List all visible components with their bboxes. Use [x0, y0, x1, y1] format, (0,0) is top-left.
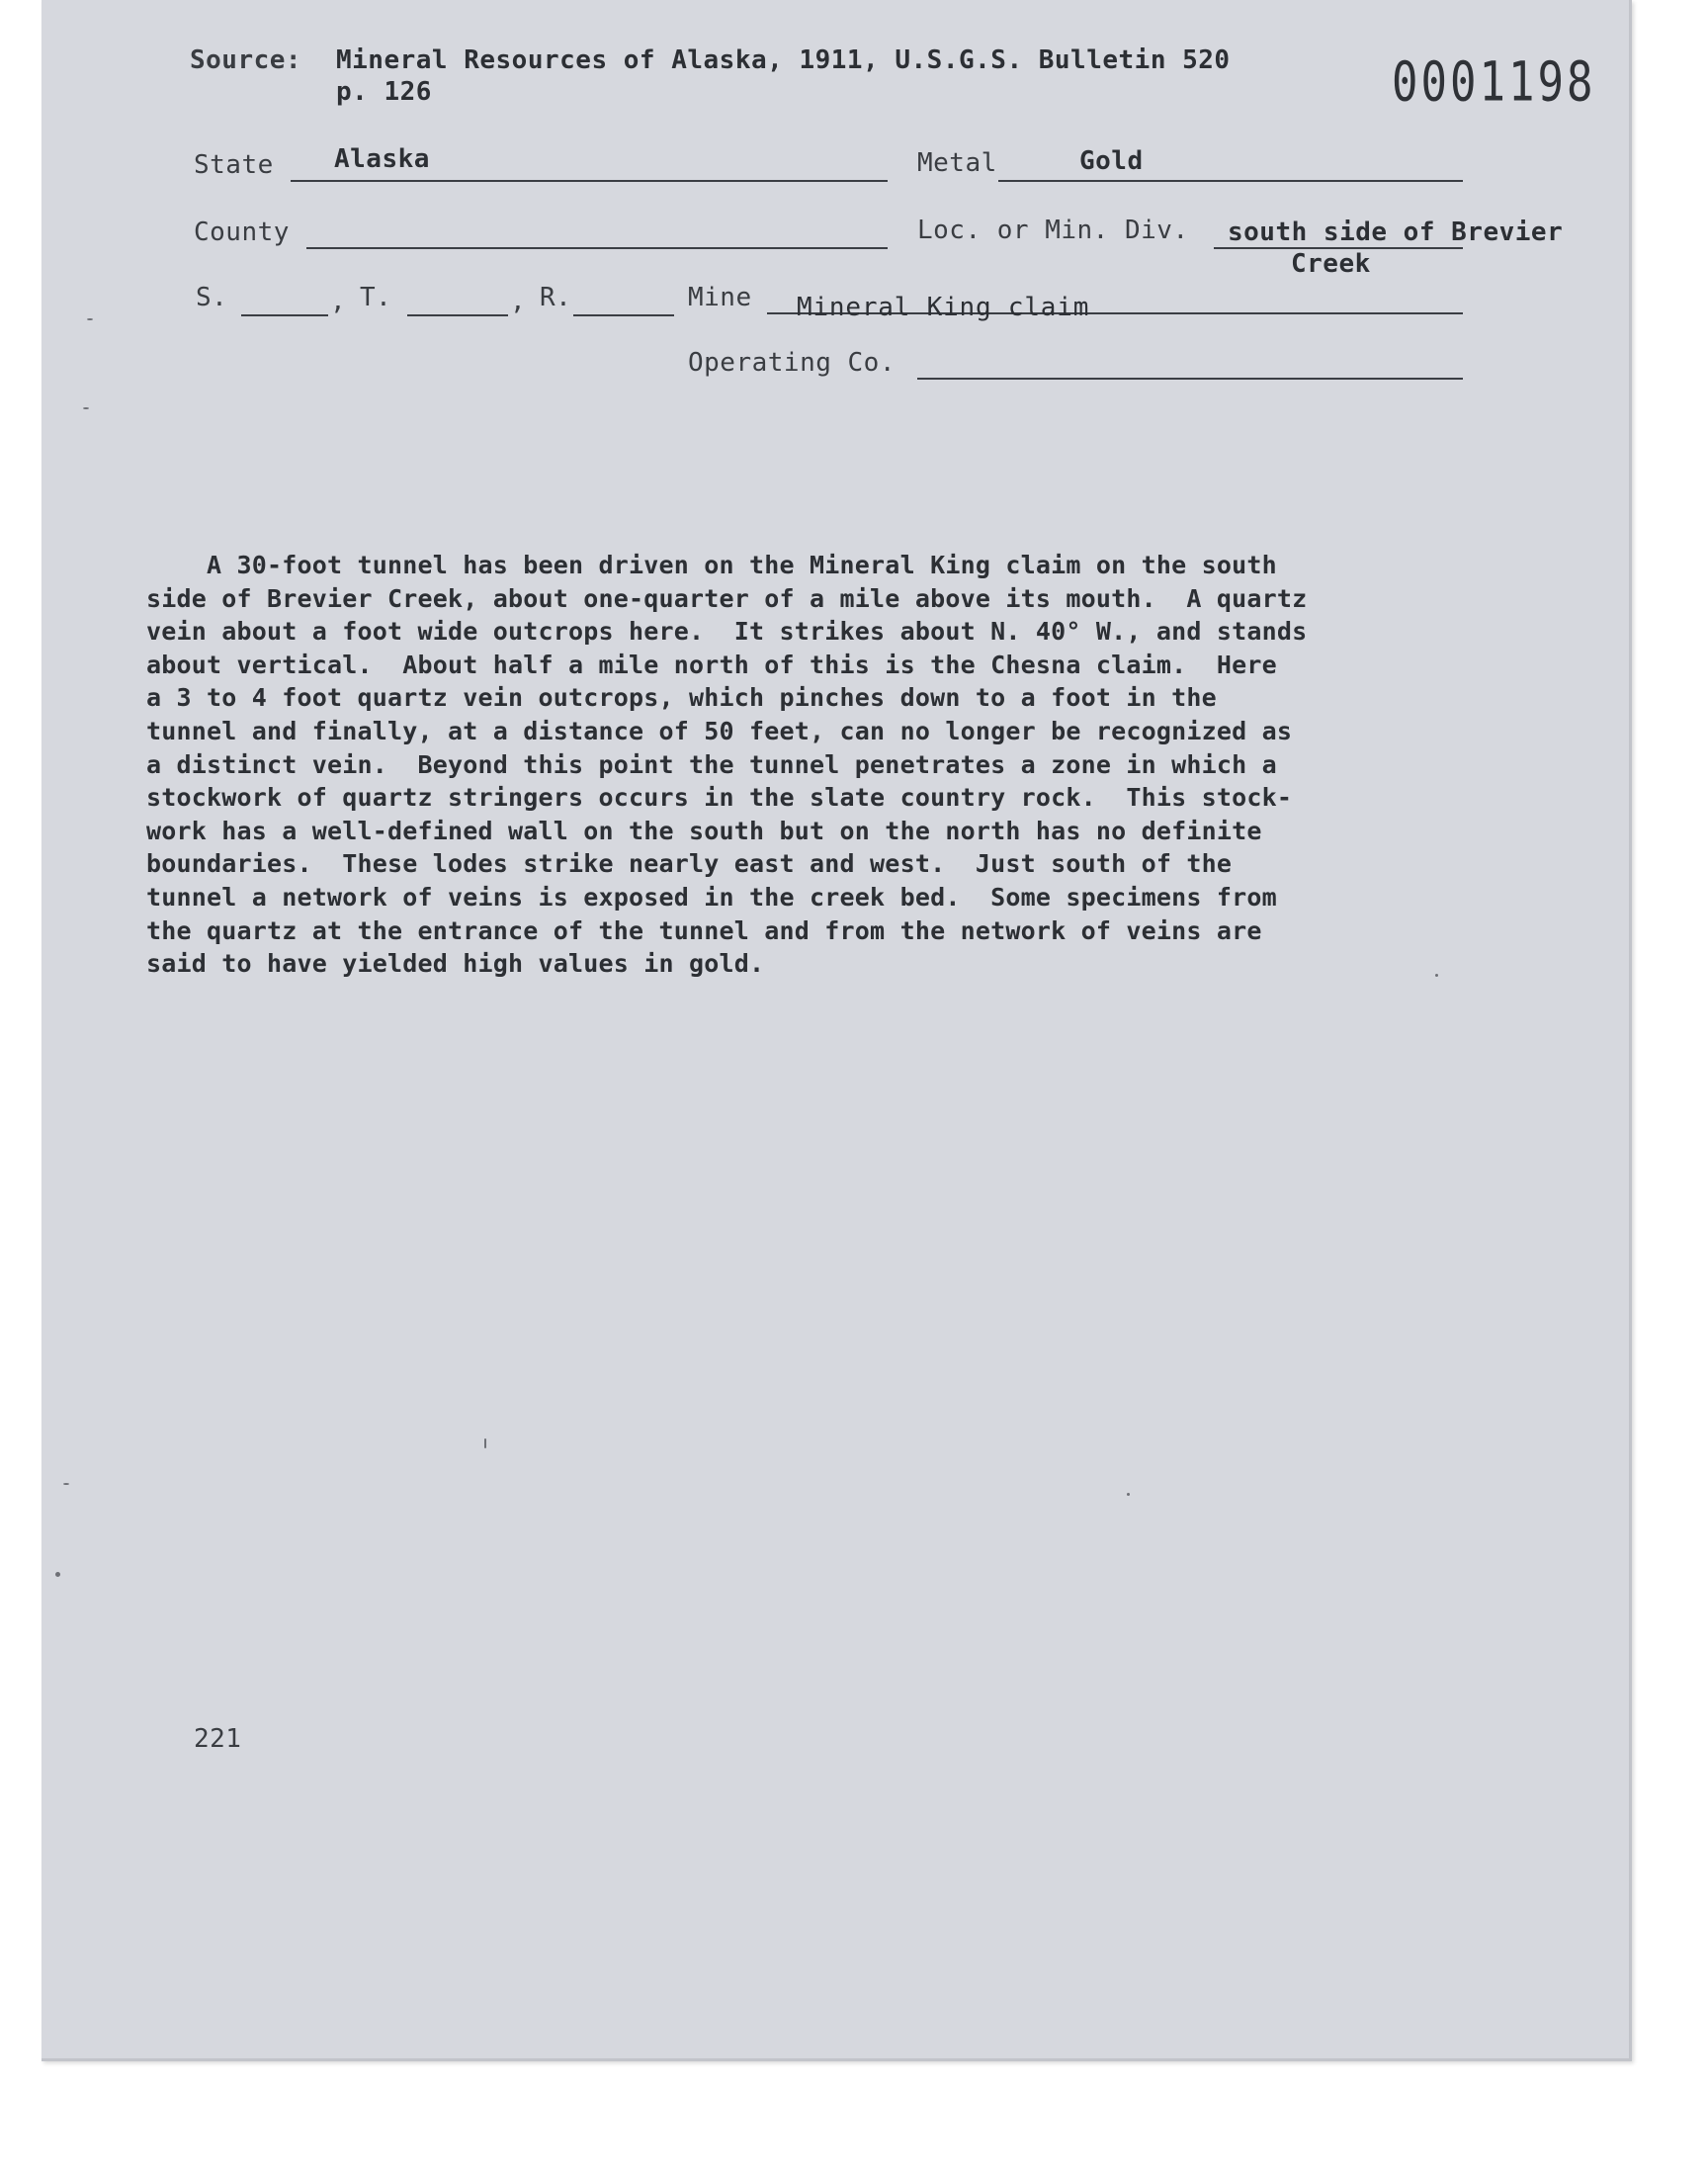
section-underline	[241, 314, 328, 316]
scan-speck	[1435, 974, 1438, 977]
metal-value: Gold	[1079, 146, 1144, 176]
scan-speck	[1127, 1493, 1130, 1496]
state-value: Alaska	[334, 144, 430, 174]
source-page: p. 126	[336, 77, 432, 107]
source-citation: Mineral Resources of Alaska, 1911, U.S.G.S. Bulletin 520	[336, 45, 1231, 75]
scan-speck	[63, 1483, 69, 1485]
county-underline	[306, 247, 888, 249]
section-comma: ,	[330, 287, 347, 316]
loc-value-line1: south side of Brevier	[1228, 218, 1564, 247]
operating-co-underline	[917, 378, 1463, 380]
range-label: R.	[540, 283, 572, 312]
metal-label: Metal	[917, 148, 997, 178]
township-underline	[407, 314, 508, 316]
mine-label: Mine	[688, 283, 752, 312]
description-paragraph: A 30-foot tunnel has been driven on the Mineral King claim on the south side of Brevier Creek, about one-quarter of a mile above its mouth. A quartz vein about a foot wide outcrops here. It strikes about N. 40° W., and stands about vertical. About half a mile north of this is the Chesna claim. Here a 3 to 4 foot quartz vein outcrops, which pinches down to a foot in the tunnel and finally, at a distance of 50 feet, can no longer be recognized as a distinct vein. Beyond this point the tunnel penetrates a zone in which a stockwork of quartz stringers occurs in the slate country rock. This stock- work has a well-defined wall on the south but on the north has no definite boundaries. These lodes strike nearly east and west. Just south of the tunnel a network of veins is exposed in the creek bed. Some specimens from the quartz at the entrance of the tunnel and from the network of veins are said to have yielded high values in gold.	[146, 551, 1308, 979]
state-underline	[291, 180, 888, 182]
source-label: Source:	[190, 45, 302, 75]
county-label: County	[194, 218, 290, 247]
loc-value-line2: Creek	[1291, 249, 1371, 279]
section-label: S.	[196, 283, 228, 312]
metal-underline	[998, 180, 1463, 182]
state-label: State	[194, 150, 274, 180]
loc-label: Loc. or Min. Div.	[917, 216, 1189, 245]
township-comma: ,	[510, 287, 527, 316]
scan-speck	[87, 318, 93, 320]
mine-value: Mineral King claim	[797, 293, 1090, 322]
document-number-stamp: 0001198	[1392, 50, 1596, 115]
scan-speck	[484, 1438, 486, 1448]
scan-speck	[55, 1572, 60, 1577]
page-number: 221	[194, 1724, 242, 1754]
scan-speck	[83, 407, 89, 409]
township-label: T.	[360, 283, 392, 312]
operating-co-label: Operating Co.	[688, 348, 896, 378]
range-underline	[573, 314, 674, 316]
